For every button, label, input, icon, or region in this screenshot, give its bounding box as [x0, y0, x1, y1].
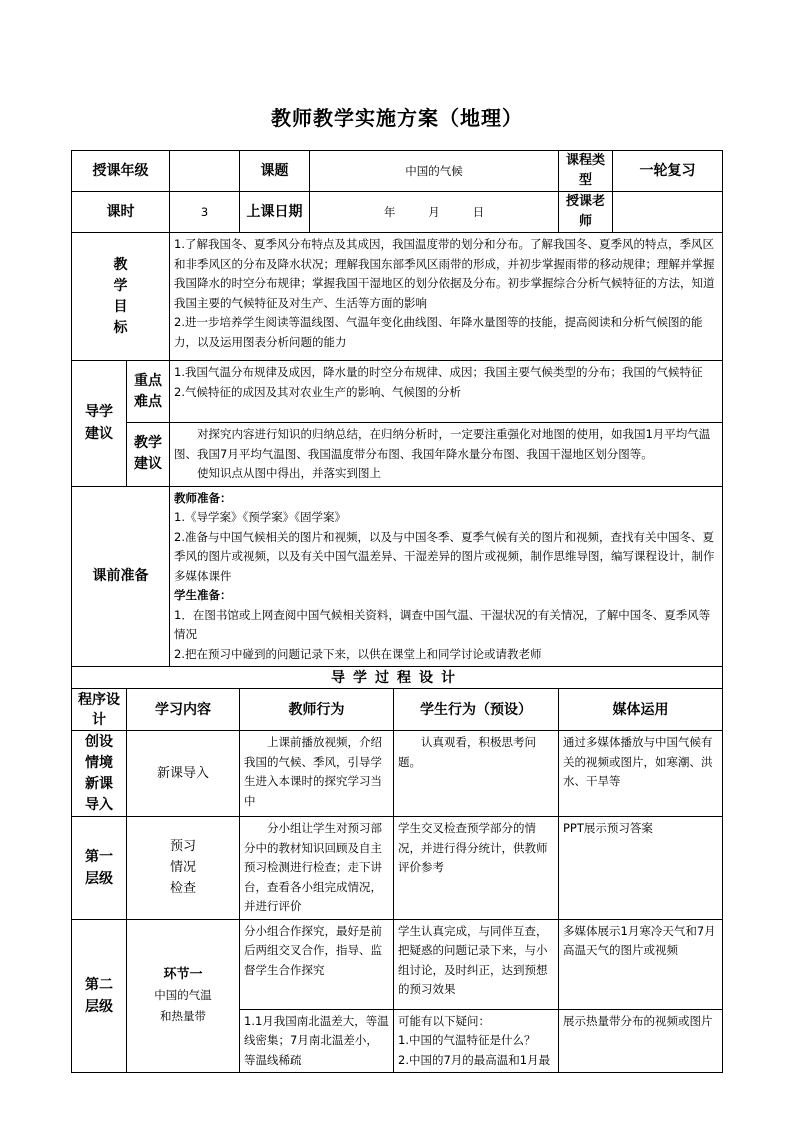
row4-teacher: 1.1月我国南北温差大，等温线密集；7月南北温差小，等温线稀疏	[240, 1009, 394, 1073]
row4-media: 展示热量带分布的视频或图片	[559, 1009, 723, 1073]
grade-label: 授课年级	[72, 151, 170, 192]
row3-student: 学生认真完成，与同伴互查，把疑惑的问题记录下来，与小组讨论，及时纠正，达到预想的预习效果	[394, 919, 559, 1009]
prep-content: 教师准备： 1.《导学案》《预学案》《固学案》 2.准备与中国气候相关的图片和视频，以及与中国冬季、夏季气候有关的图片和视频，查找有关中国冬、夏季风的图片或视频，以及有关中国气温差异、干湿差异的图片或视频，制作思维导图，编写课程设计，制作多媒体课件 学生准备： 1．在图书馆或上网查阅中国气候相关资料，调查中国气温、干湿状况的有关情况，了解中国冬、夏季风等情况 2.把在预习中碰到的问题记录下来，以供在课堂上和同学讨论或请教老师	[170, 486, 723, 667]
row3-media: 多媒体展示1月寒冷天气和7月高温天气的图片或视频	[559, 919, 723, 1009]
date-label: 上课日期	[240, 192, 310, 233]
teaching-suggestion-label: 教学建议	[127, 423, 170, 487]
goals-content	[170, 233, 723, 361]
row1-student: 认真观看，积极思考问题。	[394, 731, 559, 817]
row1-content: 新课导入	[127, 731, 240, 817]
col-seq-header: 程序设计	[72, 689, 127, 731]
row1-teacher: 上课前播放视频，介绍我国的气候、季风，引导学生进入本课时的探究学习当中	[240, 731, 394, 817]
teacher-value	[613, 192, 723, 233]
hours-label: 课时	[72, 192, 170, 233]
row3-content: 环节一 中国的气温和热量带	[127, 919, 240, 1073]
type-label: 课程类型	[559, 151, 613, 192]
date-value	[310, 192, 559, 233]
page-title: 教师教学实施方案（地理）	[271, 106, 523, 130]
row2-teacher: 分小组让学生对预习部分中的教材知识回顾及自主预习检测进行检查；走下讲台，查看各小组完成情况，并进行评价	[240, 817, 394, 920]
col-content-header: 学习内容	[127, 689, 240, 731]
grade-value	[170, 151, 240, 192]
teacher-label: 授课老师	[559, 192, 613, 233]
teacher-prep-heading: 教师准备：	[174, 490, 232, 505]
prep-label: 课前准备	[72, 486, 170, 667]
row2-seq: 第一层级	[72, 817, 127, 920]
goal-paragraph-2: 2.进一步培养学生阅读等温线图、气温年变化曲线图、年降水量图等的技能，提高阅读和分析气候图的能力，以及运用图表分析问题的能力	[174, 315, 703, 349]
topic-value: 中国的气候	[310, 151, 559, 192]
date-day: 日	[472, 205, 485, 219]
student-prep-heading: 学生准备：	[174, 588, 232, 602]
row2-media: PPT展示预习答案	[559, 817, 723, 920]
row2-content: 预习情况检查	[127, 817, 240, 920]
row1-media: 通过多媒体播放与中国气候有关的视频或图片，如寒潮、洪水、干旱等	[559, 731, 723, 817]
date-month: 月	[428, 205, 440, 219]
type-value: 一轮复习	[613, 151, 723, 192]
col-student-header: 学生行为（预设）	[394, 689, 559, 731]
goals-label: 教 学 目 标	[72, 233, 170, 361]
row3-teacher: 分小组合作探究，最好是前后两组交叉合作，指导、监督学生合作探究	[240, 919, 394, 1009]
process-banner: 导学过程设计	[72, 667, 723, 689]
row4-student: 可能有以下疑问： 1.中国的气温特征是什么？ 2.中国的7月的最高温和1月最	[394, 1009, 559, 1073]
row2-student: 学生交叉检查预学部分的情况，并进行得分统计，供教师评价参考	[394, 817, 559, 920]
col-media-header: 媒体运用	[559, 689, 723, 731]
row3-content-head: 环节一	[163, 967, 203, 983]
key-points-label: 重点难点	[127, 361, 170, 423]
row1-seq: 创设情境新课导入	[72, 731, 127, 817]
key-points-content: 1.我国气温分布规律及成因，降水量的时空分布规律、成因；我国主要气候类型的分布；我国的气候特征 2.气候特征的成因及其对农业生产的影响、气候图的分析	[170, 361, 723, 423]
col-teacher-header: 教师行为	[240, 689, 394, 731]
date-year: 年	[383, 205, 396, 219]
row3-seq: 第二层级	[72, 919, 127, 1073]
teaching-suggestion-content: 对探究内容进行知识的归纳总结，在归纳分析时，一定要注重强化对地图的使用，如我国1月平均气温图、我国7月平均气温图、我国温度带分布图、我国年降水量分布图、我国干湿地区划分图等。 使知识点从图中得出，并落实到图上	[170, 423, 723, 487]
guide-label: 导学建议	[72, 361, 127, 487]
goal-paragraph-1: 1.了解我国冬、夏季风分布特点及其成因，我国温度带的划分和分布。了解我国冬、夏季风的特点，季风区和非季风区的分布及降水状况；理解我国东部季风区雨带的形成，并初步掌握雨带的移动规律；理解并掌握我国降水的时空分布规律；掌握我国干湿地区的划分依据及分布。初步掌握综合分析气候特征的方法，知道我国主要的气候特征及对生产、生活等方面的影响	[174, 237, 715, 310]
hours-value: 3	[170, 192, 240, 233]
topic-label: 课题	[240, 151, 310, 192]
lesson-plan-table	[71, 150, 723, 1073]
